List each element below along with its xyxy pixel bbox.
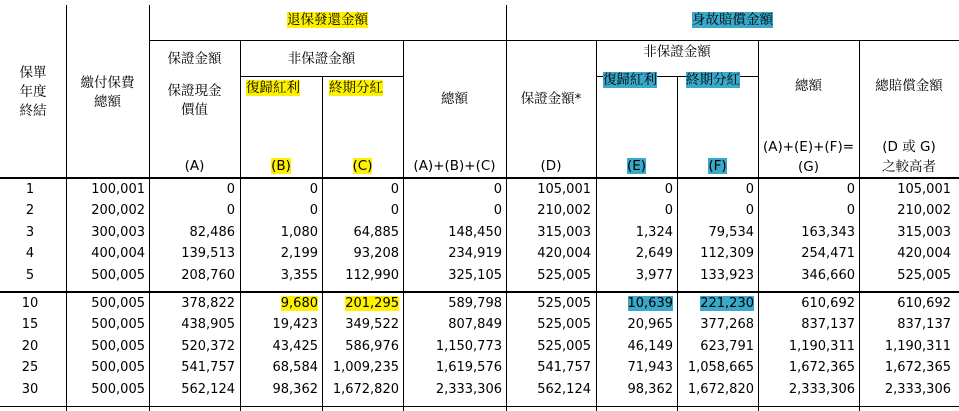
cell-f: 221,230 [700, 296, 754, 311]
row-year: 5 [25, 267, 35, 283]
col-divider [240, 40, 241, 411]
header-surrender-label: 退保發還金額 [287, 12, 368, 28]
cell-d: 420,004 [537, 246, 591, 262]
cell-f: 133,923 [700, 267, 754, 283]
cell-e: 98,362 [627, 381, 673, 397]
cell-g: 163,343 [801, 224, 855, 240]
cell-d: 562,124 [537, 381, 591, 397]
cell-a: 541,757 [181, 360, 235, 376]
cell-premium: 300,003 [91, 224, 145, 240]
cell-g: 1,190,311 [788, 338, 855, 354]
cell-premium: 100,001 [91, 182, 145, 197]
label-e: (E) [626, 158, 647, 174]
header-death-non-guaranteed: 非保證金額 [643, 44, 711, 60]
group-divider-line [0, 291, 959, 293]
cell-abc: 589,798 [448, 296, 502, 311]
cell-a: 82,486 [189, 224, 235, 240]
cell-abc: 1,619,576 [435, 360, 502, 376]
cell-g: 1,672,365 [788, 360, 855, 376]
cell-g: 2,333,306 [788, 381, 855, 397]
cell-max: 525,005 [897, 267, 951, 283]
cell-max: 1,672,365 [884, 360, 951, 376]
label-g: (A)+(E)+(F)= (G) [762, 139, 855, 175]
cell-d: 525,005 [537, 267, 591, 283]
row-divider [240, 76, 403, 77]
cell-b: 98,362 [272, 381, 318, 397]
cell-max: 420,004 [897, 246, 951, 262]
cell-c: 64,885 [353, 224, 399, 240]
cell-g: 254,471 [801, 246, 855, 262]
header-death-total: 總額 [795, 78, 822, 94]
label-d: (D) [540, 158, 562, 174]
cell-g: 0 [846, 203, 855, 219]
cell-g: 0 [846, 182, 855, 197]
cell-f: 112,309 [700, 246, 754, 262]
cell-f: 1,058,665 [687, 360, 754, 376]
cell-d: 525,005 [537, 317, 591, 333]
cell-f: 623,791 [700, 338, 754, 354]
header-death-terminal: 終期分紅 [686, 72, 740, 88]
cell-max: 210,002 [897, 203, 951, 219]
cell-c: 1,672,820 [332, 381, 399, 397]
cell-e: 0 [664, 182, 673, 197]
cell-a: 378,822 [181, 296, 235, 311]
row-year: 10 [21, 296, 39, 311]
cell-premium: 500,005 [91, 338, 145, 354]
cell-max: 837,137 [897, 317, 951, 333]
cell-b: 9,680 [280, 296, 318, 311]
cell-g: 837,137 [801, 317, 855, 333]
cell-c: 201,295 [345, 296, 399, 311]
cell-max: 2,333,306 [884, 381, 951, 397]
row-year: 15 [21, 317, 39, 333]
cell-b: 43,425 [272, 338, 318, 354]
cell-c: 0 [390, 203, 399, 219]
label-c: (C) [352, 158, 373, 174]
cell-max: 610,692 [897, 296, 951, 311]
cell-abc: 234,919 [448, 246, 502, 262]
cell-b: 0 [309, 182, 318, 197]
col-divider [322, 76, 323, 411]
cell-abc: 0 [493, 182, 502, 197]
cell-b: 1,080 [280, 224, 318, 240]
cell-g: 346,660 [801, 267, 855, 283]
cell-c: 0 [390, 182, 399, 197]
cell-premium: 500,005 [91, 296, 145, 311]
header-policy-year-end: 保單 年度 終結 [19, 65, 47, 119]
cell-max: 315,003 [897, 224, 951, 240]
cell-d: 315,003 [537, 224, 591, 240]
col-divider [506, 5, 507, 411]
header-non-guaranteed: 非保證金額 [287, 51, 356, 67]
cell-a: 208,760 [181, 267, 235, 283]
cell-b: 2,199 [280, 246, 318, 262]
cell-abc: 1,150,773 [435, 338, 502, 354]
cell-b: 0 [309, 203, 318, 219]
header-guaranteed-amount: 保證金額 [167, 51, 222, 67]
header-reversionary-bonus: 復歸紅利 [246, 80, 300, 96]
cell-c: 586,976 [345, 338, 399, 354]
header-total-premium: 繳付保費 總額 [80, 75, 135, 110]
cell-f: 1,672,820 [687, 381, 754, 397]
cell-c: 349,522 [345, 317, 399, 333]
header-guaranteed-cash-value: 保證現金 價值 [167, 83, 222, 118]
cell-abc: 2,333,306 [435, 381, 502, 397]
col-divider [596, 40, 597, 411]
col-divider [758, 40, 759, 411]
header-total: 總額 [441, 91, 468, 107]
cell-e: 10,639 [627, 296, 673, 311]
cell-premium: 500,005 [91, 381, 145, 397]
cell-f: 79,534 [708, 224, 754, 240]
cell-abc: 807,849 [448, 317, 502, 333]
header-total-death-benefit: 總賠償金額 [875, 78, 943, 94]
row-year: 2 [25, 203, 35, 219]
label-abc: (A)+(B)+(C) [413, 158, 496, 174]
cell-b: 3,355 [280, 267, 318, 283]
cell-e: 3,977 [635, 267, 673, 283]
row-divider [149, 40, 959, 41]
cell-d: 525,005 [537, 338, 591, 354]
cell-a: 520,372 [181, 338, 235, 354]
col-divider [66, 5, 67, 411]
header-death [506, 12, 959, 29]
header-death-label: 身故賠償金額 [692, 12, 773, 28]
table-bottom-line [0, 406, 959, 407]
cell-b: 68,584 [272, 360, 318, 376]
row-year: 1 [25, 182, 35, 197]
cell-premium: 200,002 [91, 203, 145, 219]
cell-d: 210,002 [537, 203, 591, 219]
cell-f: 377,268 [700, 317, 754, 333]
cell-e: 2,649 [635, 246, 673, 262]
cell-f: 0 [745, 203, 754, 219]
cell-c: 112,990 [345, 267, 399, 283]
cell-c: 93,208 [353, 246, 399, 262]
cell-c: 1,009,235 [332, 360, 399, 376]
cell-e: 46,149 [627, 338, 673, 354]
cell-a: 0 [226, 182, 235, 197]
label-b: (B) [271, 158, 291, 174]
cell-max: 1,190,311 [884, 338, 951, 354]
header-terminal-bonus: 終期分紅 [329, 80, 383, 96]
header-death-reversionary: 復歸紅利 [603, 72, 657, 88]
row-year: 4 [25, 246, 35, 262]
header-bottom-line [0, 177, 959, 179]
cell-g: 610,692 [801, 296, 855, 311]
cell-e: 71,943 [627, 360, 673, 376]
label-f: (F) [708, 158, 727, 174]
cell-f: 0 [745, 182, 754, 197]
cell-d: 105,001 [537, 182, 591, 197]
col-divider [859, 40, 860, 411]
label-max: (D 或 G) 之較高者 [882, 139, 936, 175]
row-year: 25 [21, 360, 39, 376]
cell-d: 525,005 [537, 296, 591, 311]
cell-e: 0 [664, 203, 673, 219]
cell-a: 438,905 [181, 317, 235, 333]
cell-max: 105,001 [897, 182, 951, 197]
header-surrender [149, 12, 506, 29]
cell-abc: 148,450 [448, 224, 502, 240]
row-year: 20 [21, 338, 39, 354]
cell-a: 0 [226, 203, 235, 219]
cell-b: 19,423 [272, 317, 318, 333]
cell-premium: 500,005 [91, 317, 145, 333]
cell-premium: 500,005 [91, 267, 145, 283]
row-year: 30 [21, 381, 39, 397]
cell-premium: 500,005 [91, 360, 145, 376]
cell-abc: 0 [493, 203, 502, 219]
cell-d: 541,757 [537, 360, 591, 376]
cell-premium: 400,004 [91, 246, 145, 262]
col-divider [677, 76, 678, 411]
cell-a: 562,124 [181, 381, 235, 397]
row-year: 3 [25, 224, 35, 240]
header-guaranteed-amount-star: 保證金額* [520, 91, 582, 107]
label-a: (A) [184, 158, 205, 174]
cell-abc: 325,105 [448, 267, 502, 283]
cell-e: 20,965 [627, 317, 673, 333]
cell-a: 139,513 [181, 246, 235, 262]
cell-e: 1,324 [635, 224, 673, 240]
